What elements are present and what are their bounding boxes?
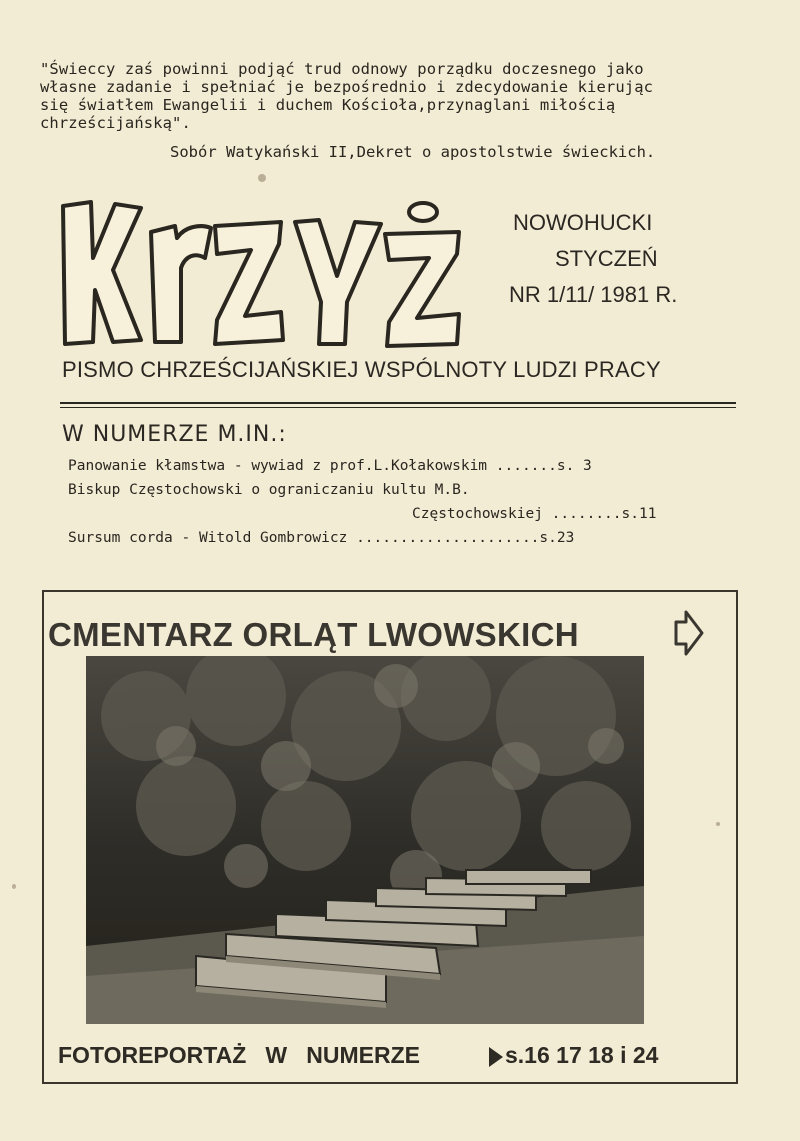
divider — [60, 402, 736, 404]
quote-line: chrześcijańską". — [40, 114, 191, 132]
photo-feature-heading: CMENTARZ ORLĄT LWOWSKICH — [48, 616, 579, 653]
contents-item: Panowanie kłamstwa - wywiad z prof.L.Kołakowskim .......s. 3 — [68, 458, 592, 474]
divider — [60, 407, 736, 408]
cemetery-photo-image — [86, 656, 644, 1024]
paper-speck — [12, 884, 16, 889]
issue-number: NR 1/11/ 1981 R. — [509, 282, 678, 307]
photo-report-label-text: FOTOREPORTAŻ W NUMERZE — [58, 1042, 421, 1068]
outline-arrow-right-icon — [672, 608, 706, 658]
quote-line: się światłem Ewangelii i duchem Kościoła,przynaglani miłością — [40, 96, 616, 114]
quote-source: Sobór Watykański II,Dekret o apostolstwie świeckich. — [170, 143, 656, 161]
photo-report-label — [58, 1042, 420, 1069]
issue-info — [505, 205, 705, 313]
masthead-subtitle: PISMO CHRZEŚCIJAŃSKIEJ WSPÓLNOTY LUDZI PRACY — [62, 357, 661, 382]
contents-list — [68, 458, 728, 554]
quote-line: "Świeccy zaś powinni podjąć trud odnowy porządku doczesnego jako — [40, 60, 644, 78]
photo-report-pages: s.16 17 18 i 24 — [505, 1042, 659, 1068]
contents-item: Sursum corda - Witold Gombrowicz .....................s.23 — [68, 530, 575, 546]
contents-item-continuation — [68, 506, 728, 530]
contents-item: Biskup Częstochowski o ograniczaniu kultu M.B. — [68, 482, 470, 498]
contents-item-continuation-text: Częstochowskiej ........s.11 — [412, 506, 657, 522]
masthead-logo — [55, 192, 475, 352]
contents-heading: W NUMERZE M.IN.: — [62, 422, 287, 447]
paper-speck — [258, 174, 266, 182]
masthead-lettering — [55, 192, 475, 352]
issue-city: NOWOHUCKI — [513, 210, 653, 235]
play-arrow-icon — [488, 1046, 504, 1068]
quote-line: własne zadanie i spełniać je bezpośrednio i zdecydowanie kierując — [40, 78, 654, 96]
paper-speck — [716, 822, 720, 826]
issue-month: STYCZEŃ — [555, 246, 658, 271]
cemetery-photo — [86, 656, 644, 1024]
opening-quote — [40, 60, 760, 132]
